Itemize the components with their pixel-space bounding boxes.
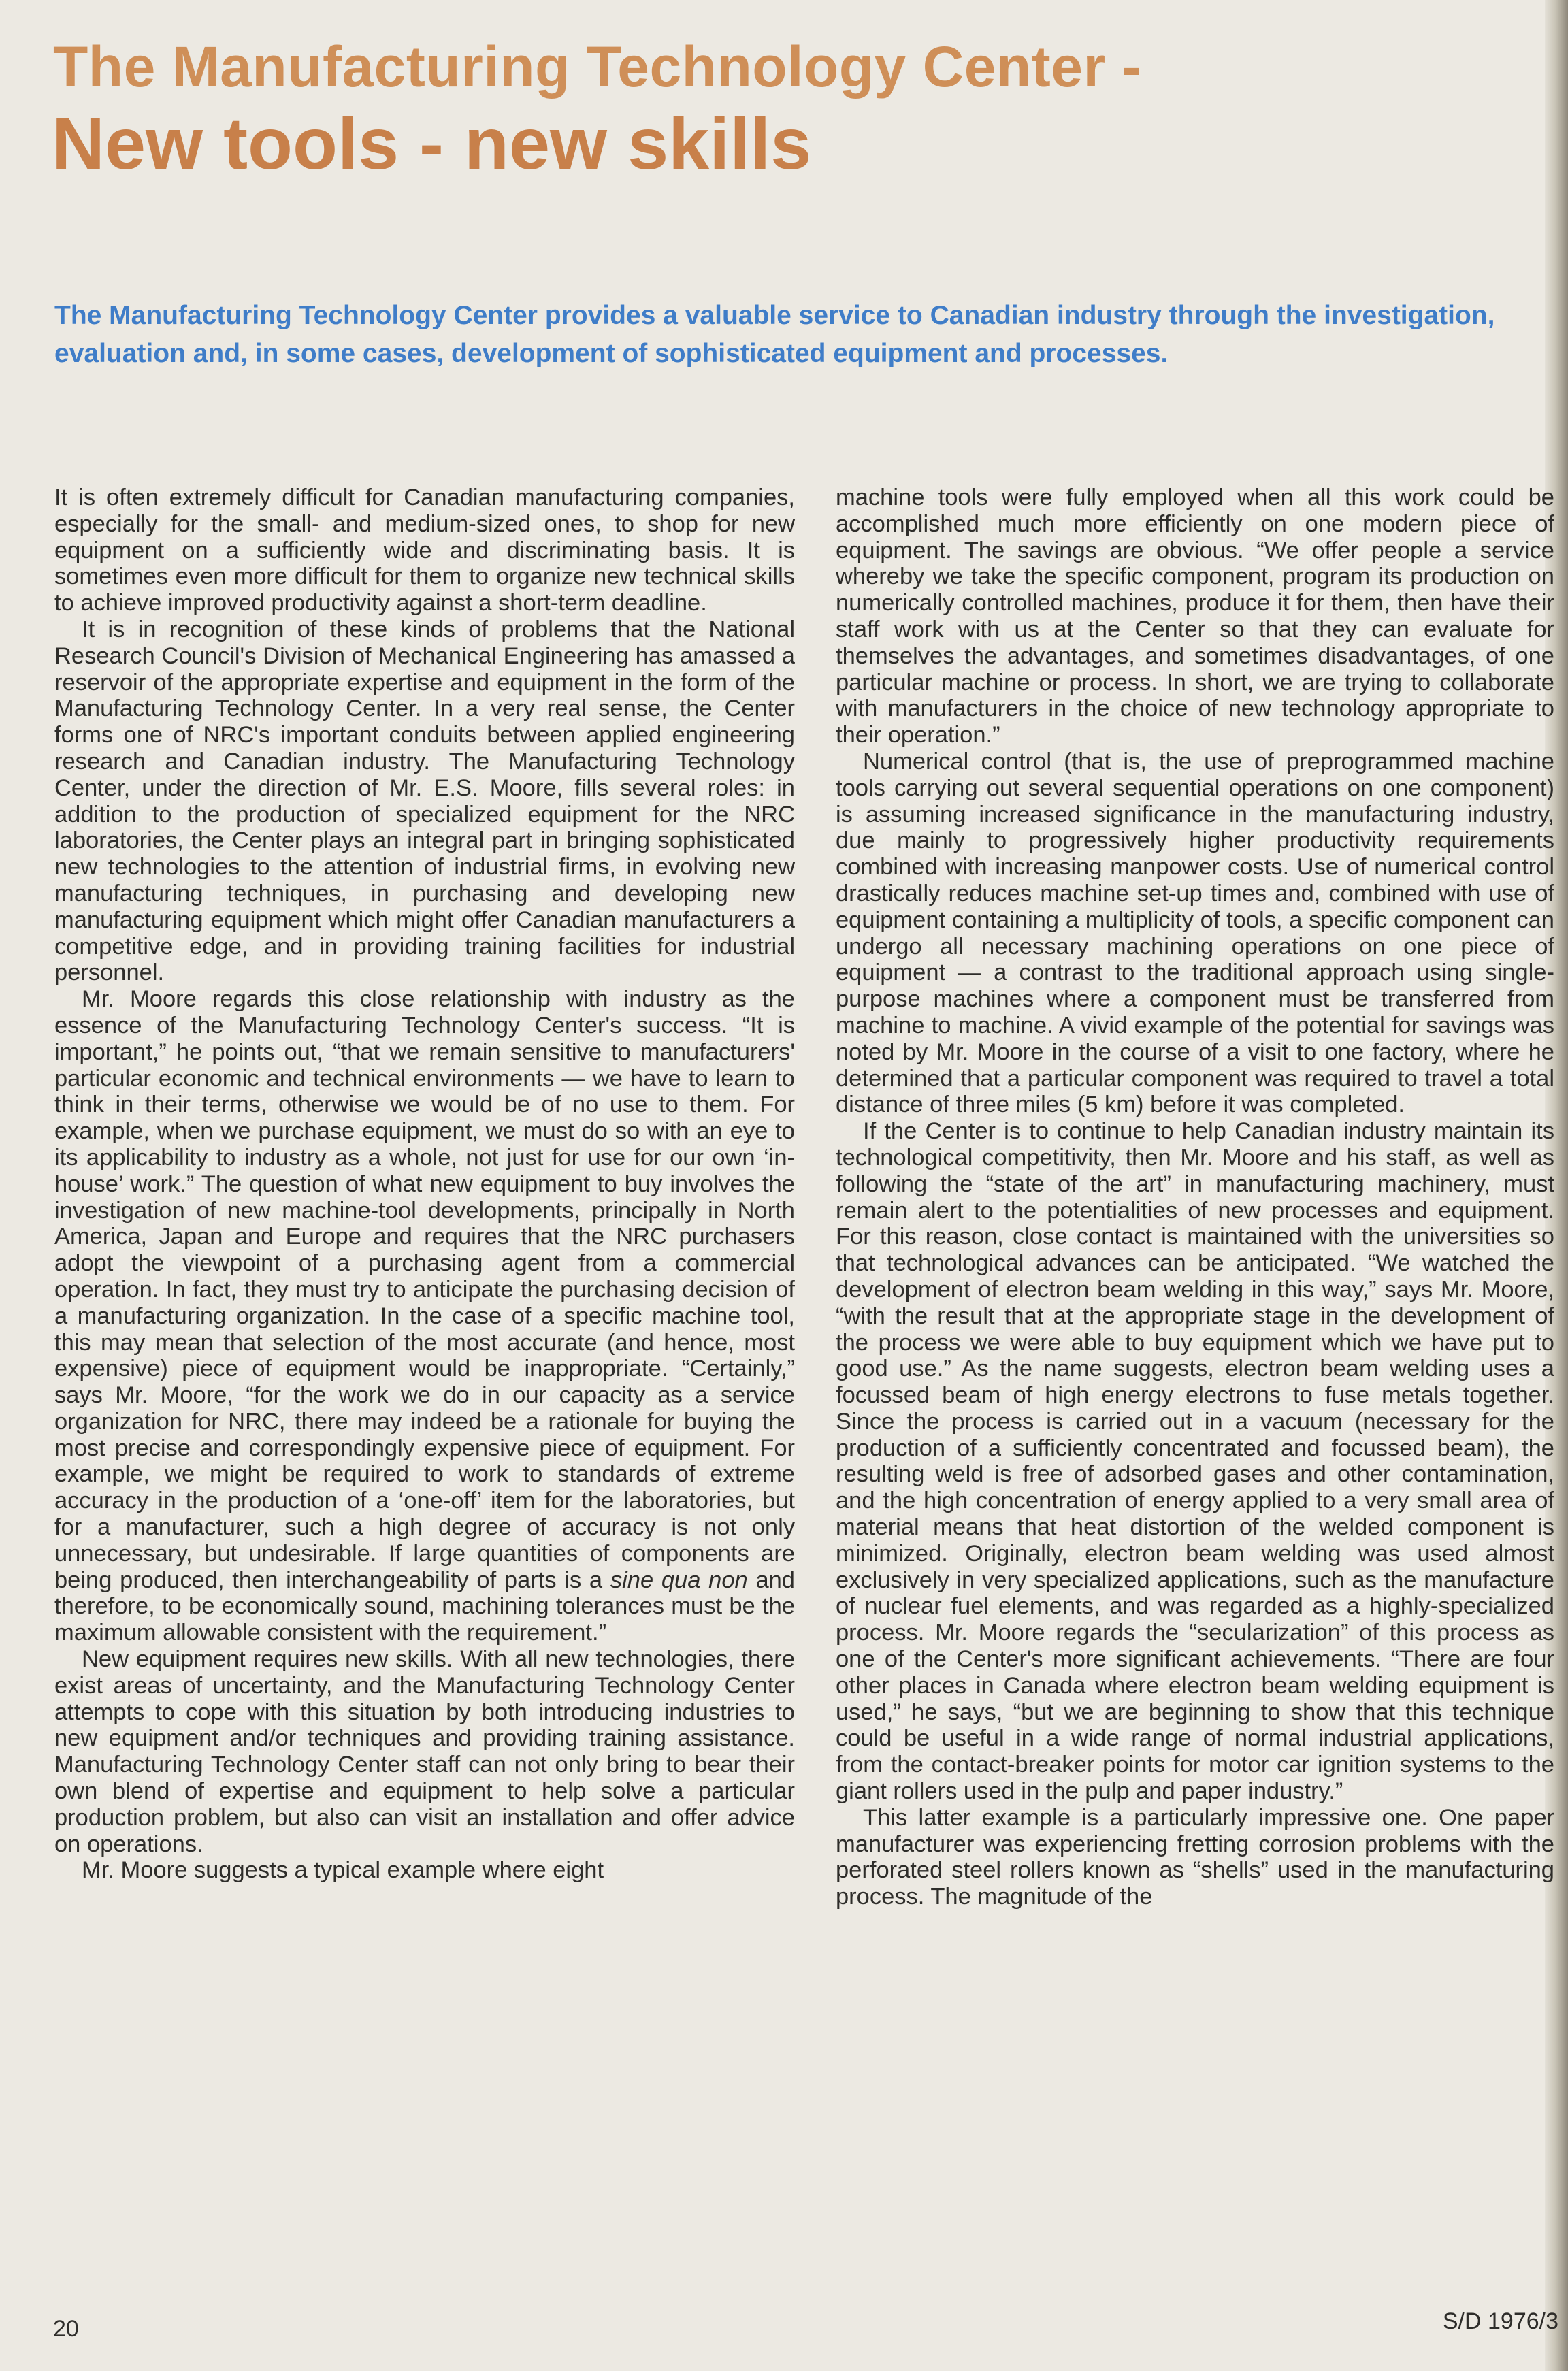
left-paragraph-4: New equipment requires new skills. With all new technologies, there exist areas of uncertainty, and the Manufacturing Technology Center attempts to cope with this situation by both introducing industries to new equipment and/or techniques and providing training assistance. Manufacturing Technology Center staff can not only bring to bear their own blend of expertise and equipment to help solve a particular production problem, but also can visit an installation and offer advice on operations. — [54, 1646, 795, 1857]
left-paragraph-5: Mr. Moore suggests a typical example where eight — [82, 1857, 604, 1884]
right-paragraph-1: machine tools were fully employed when all this work could be accomplished much more efficiently on one modern piece of equipment. The savings are obvious. “We offer people a service whereby we take the specific component, program its production on numerically controlled machines, produce it for them, then have their staff work with us at the Center so that they can evaluate for themselves the advantages, and sometimes disadvantages, of one particular machine or process. In short, we are trying to collaborate with manufacturers in the choice of new technology appropriate to their operation.” — [836, 485, 1554, 749]
title-line-1: The Manufacturing Technology Center - — [53, 35, 1141, 99]
issue-label: S/D 1976/3 — [1442, 2308, 1558, 2334]
right-paragraph-3: If the Center is to continue to help Canadian industry maintain its technological competitivity, then Mr. Moore and his staff, as well as following the “state of the art” in manufacturing machinery, must remain alert to the potentialities of new processes and equipment. For this reason, close contact is maintained with the universities so that technological advances can be anticipated. “We watched the development of electron beam welding in this way,” says Mr. Moore, “with the result that at the appropriate stage in the development of the process we were able to buy equipment which we have put to good use.” As the name suggests, electron beam welding uses a focussed beam of high energy electrons to fuse metals together. Since the process is carried out in a vacuum (necessary for the production of a sufficiently concentrated and focussed beam), the resulting weld is free of adsorbed gases and other contamination, and the high concentration of energy applied to a very small area of material means that heat distortion of the welded component is minimized. Originally, electron beam welding was used almost exclusively in very specialized applications, such as the manufacture of nuclear fuel elements, and was regarded as a highly-specialized process. Mr. Moore regards the “secularization” of this process as one of the Center's more significant achievements. “There are four other places in Canada where electron beam welding equipment is used,” he says, “but we are beginning to show that this technique could be useful in a wide range of normal industrial applications, from the contact-breaker points for motor car ignition systems to the giant rollers used in the pulp and paper industry.” — [836, 1118, 1554, 1805]
page-number: 20 — [53, 2316, 79, 2342]
left-paragraph-2: It is in recognition of these kinds of problems that the National Research Council's Division of Mechanical Engineering has amassed a reservoir of the appropriate expertise and equipment in the form of the Manufacturing Technology Center. In a very real sense, the Center forms one of NRC's important conduits between applied engineering research and Canadian industry. The Manufacturing Technology Center, under the direction of Mr. E.S. Moore, fills several roles: in addition to the production of specialized equipment for the NRC laboratories, the Center plays an integral part in bringing sophisticated new technologies to the attention of industrial firms, in evolving new manufacturing techniques, in purchasing and developing new manufacturing equipment which might offer Canadian manufacturers a competitive edge, and in providing training facilities for industrial personnel. — [54, 616, 795, 986]
title-line-2: New tools - new skills — [52, 102, 812, 184]
latin-phrase: sine qua non — [610, 1567, 748, 1593]
right-column — [836, 485, 1554, 1910]
right-paragraph-2: Numerical control (that is, the use of preprogrammed machine tools carrying out several sequential operations on one component) is assuming increased significance in the manufacturing industry, due mainly to progressively higher productivity requirements combined with increasing manpower costs. Use of numerical control drastically reduces machine set-up times and, combined with use of equipment containing a multiplicity of tools, a specific component can undergo all necessary machining operations on one piece of equipment — a contrast to the traditional approach using single-purpose machines where a component must be transferred from machine to machine. A vivid example of the potential for savings was noted by Mr. Moore in the course of a visit to one factory, where he determined that a particular component was required to travel a total distance of three miles (5 km) before it was completed. — [836, 748, 1554, 1118]
left-paragraph-1: It is often extremely difficult for Canadian manufacturing companies, especially for the small- and medium-sized ones, to shop for new equipment on a sufficiently wide and discriminating basis. It is sometimes even more difficult for them to organize new technical skills to achieve improved productivity against a short-term deadline. — [54, 485, 795, 617]
left-paragraph-3-part-b: and therefore, to be economically sound, machining tolerances must be the maximum allowable consistent with the requirement.” — [54, 1567, 795, 1646]
deck-summary: The Manufacturing Technology Center provides a valuable service to Canadian industry through the investigation, evaluation and, in some cases, development of sophisticated equipment and processes. — [54, 301, 1495, 368]
left-paragraph-3-part-a: Mr. Moore regards this close relationship with industry as the essence of the Manufacturing Technology Center's success. “It is important,” he points out, “that we remain sensitive to manufacturers' particular economic and technical environments — we have to learn to think in their terms, otherwise we would be of no use to them. For example, when we purchase equipment, we must do so with an eye to its applicability to industry as a whole, not just for use for our own ‘in-house’ work.” The question of what new equipment to buy involves the investigation of new machine-tool developments, principally in North America, Japan and Europe and requires that the NRC purchasers adopt the viewpoint of a purchasing agent from a commercial operation. In fact, they must try to anticipate the purchasing decision of a manufacturing organization. In the case of a specific machine tool, this may mean that selection of the most accurate (and hence, most expensive) piece of equipment would be inappropriate. “Certainly,” says Mr. Moore, “for the work we do in our capacity as a service organization for NRC, there may indeed be a rationale for buying the most precise and correspondingly expensive piece of equipment. For example, we might be required to work to standards of extreme accuracy in the production of a ‘one-off’ item for the laboratories, but for a manufacturer, such a high degree of accuracy is not only unnecessary, but undesirable. If large quantities of components are being produced, then interchangeability of parts is a — [54, 986, 795, 1593]
left-paragraph-3 — [54, 986, 795, 1646]
left-column — [54, 485, 795, 1884]
right-paragraph-4: This latter example is a particularly impressive one. One paper manufacturer was experiencing fretting corrosion problems with the perforated steel rollers known as “shells” used in the manufacturing process. The magnitude of the — [836, 1804, 1554, 1910]
